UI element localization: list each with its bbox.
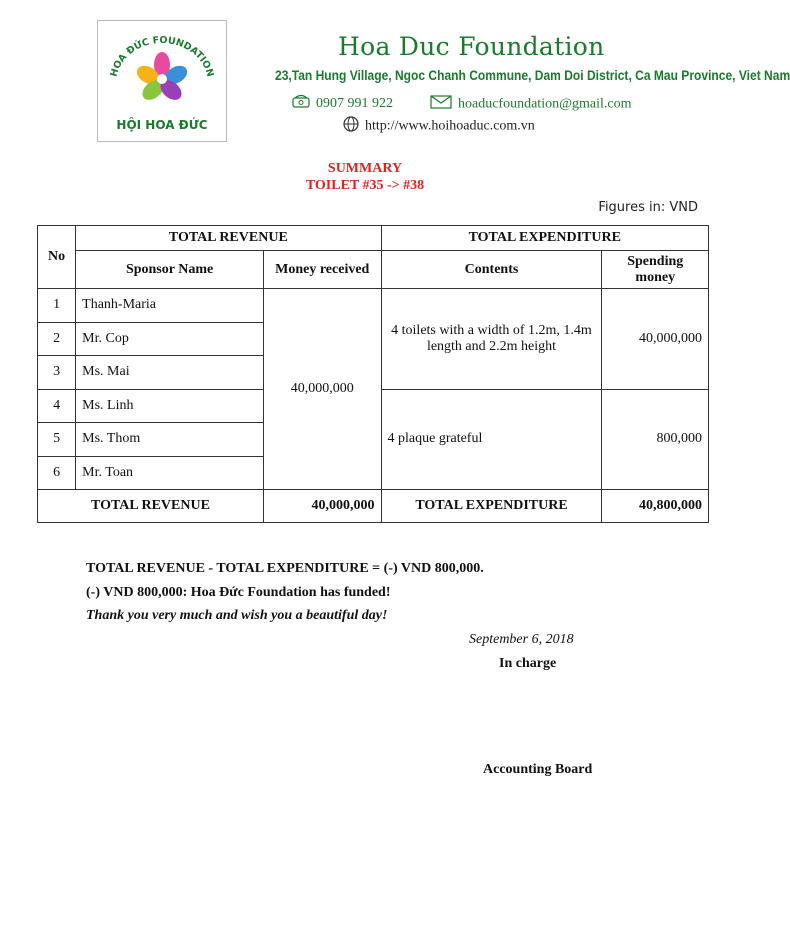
email-address[interactable]: hoaducfoundation@gmail.com <box>458 96 632 112</box>
balance-note: TOTAL REVENUE - TOTAL EXPENDITURE = (-) VND 800,000. <box>86 561 484 576</box>
summary-table <box>37 225 709 523</box>
totals-row <box>38 490 709 523</box>
org-name: Hoa Duc Foundation <box>338 32 605 61</box>
sponsor-name: Mr. Toan <box>76 456 264 490</box>
figures-unit: Figures in: VND <box>598 200 698 215</box>
accounting-board-label: Accounting Board <box>483 762 593 777</box>
sponsor-name: Thanh-Maria <box>76 289 264 323</box>
money-received-value: 40,000,000 <box>263 289 381 490</box>
phone-icon <box>292 95 310 113</box>
website-line <box>343 116 535 137</box>
lotus-logo-icon <box>98 21 226 141</box>
row-no: 4 <box>38 389 76 423</box>
sponsor-name: Ms. Thom <box>76 423 264 457</box>
org-address: 23,Tan Hung Village, Ngoc Chanh Commune, Dam Doi District, Ca Mau Province, Viet Nam <box>275 67 790 83</box>
toilet-range-title: TOILET #35 -> #38 <box>305 178 425 193</box>
expenditure-contents: 4 plaque grateful <box>381 389 602 490</box>
expenditure-contents: 4 toilets with a width of 1.2m, 1.4m length and 2.2m height <box>381 289 602 390</box>
header-total-revenue: TOTAL REVENUE <box>76 226 381 251</box>
header-sponsor-name: Sponsor Name <box>76 251 264 289</box>
summary-title: SUMMARY <box>327 161 403 176</box>
funded-note: (-) VND 800,000: Hoa Đức Foundation has funded! <box>86 585 391 600</box>
header-spending-money: Spending money <box>602 251 709 289</box>
total-revenue-value: 40,000,000 <box>263 490 381 523</box>
expenditure-amount: 40,000,000 <box>602 289 709 390</box>
row-no: 6 <box>38 456 76 490</box>
header-no: No <box>38 226 76 289</box>
total-revenue-label: TOTAL REVENUE <box>38 490 264 523</box>
email-line <box>430 95 631 114</box>
header-row-sub <box>38 251 709 289</box>
header-contents: Contents <box>381 251 602 289</box>
thank-you-note: Thank you very much and wish you a beautiful day! <box>86 608 388 623</box>
foundation-logo <box>97 20 227 142</box>
total-expenditure-value: 40,800,000 <box>602 490 709 523</box>
table-row <box>38 289 709 323</box>
row-no: 2 <box>38 322 76 356</box>
row-no: 3 <box>38 356 76 390</box>
total-expenditure-label: TOTAL EXPENDITURE <box>381 490 602 523</box>
logo-bottom-text: HỘI HOA ĐỨC <box>116 118 208 132</box>
row-no: 1 <box>38 289 76 323</box>
envelope-icon <box>430 95 452 114</box>
website-url[interactable]: http://www.hoihoaduc.com.vn <box>365 118 535 134</box>
header-money-received: Money received <box>263 251 381 289</box>
row-no: 5 <box>38 423 76 457</box>
in-charge-label: In charge <box>499 656 557 671</box>
phone-number: 0907 991 922 <box>316 96 393 112</box>
phone-line <box>292 95 393 113</box>
globe-icon <box>343 116 359 137</box>
signature-date: September 6, 2018 <box>469 632 574 647</box>
sponsor-name: Mr. Cop <box>76 322 264 356</box>
header-row-top <box>38 226 709 251</box>
sponsor-name: Ms. Linh <box>76 389 264 423</box>
logo-arc-text: HOA ĐỨC FOUNDATION <box>108 34 216 79</box>
sponsor-name: Ms. Mai <box>76 356 264 390</box>
header-total-expenditure: TOTAL EXPENDITURE <box>381 226 709 251</box>
expenditure-amount: 800,000 <box>602 389 709 490</box>
